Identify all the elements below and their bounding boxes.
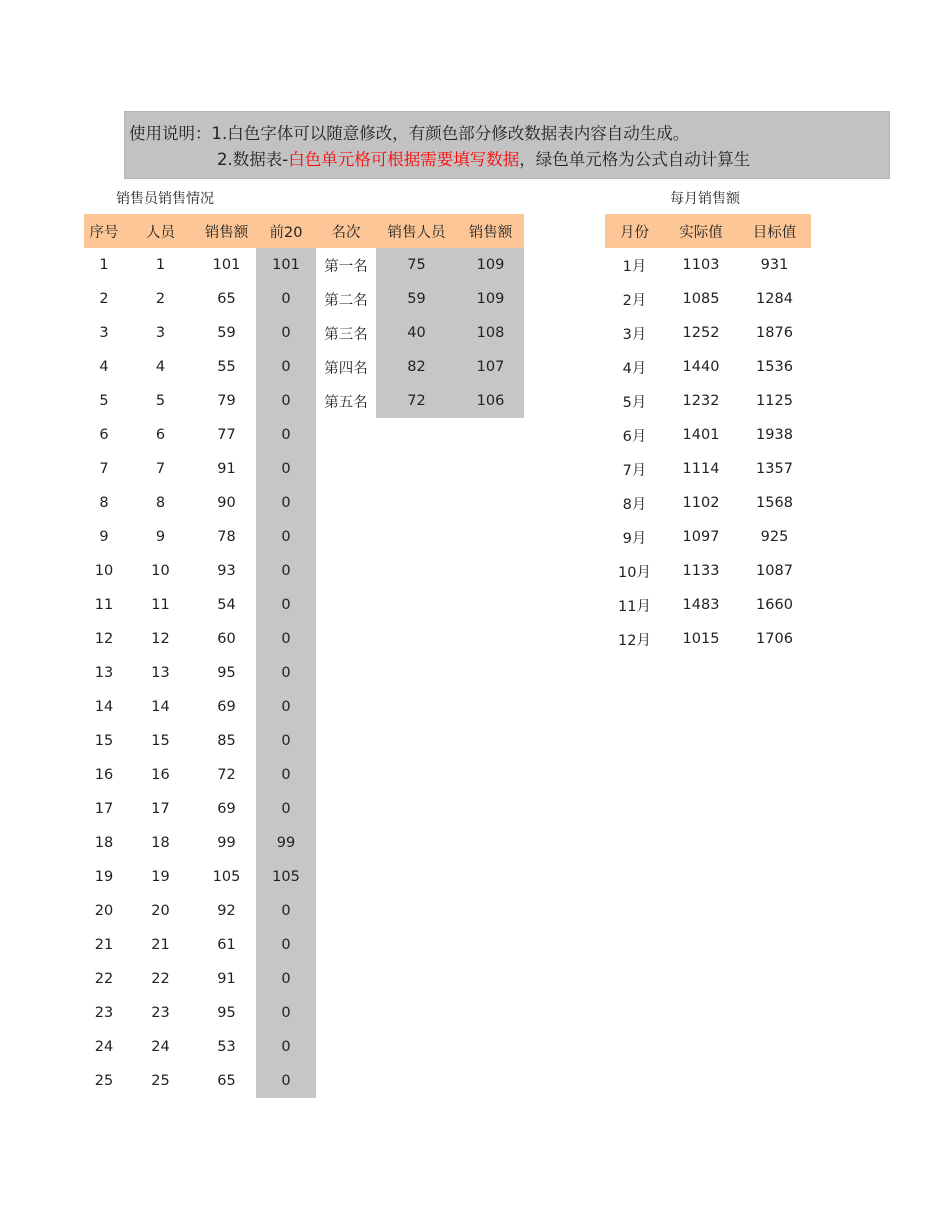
ranking-cell[interactable]: 第四名 xyxy=(324,360,368,377)
sales-cell[interactable]: 105 xyxy=(212,869,241,885)
sales-cell[interactable]: 14 xyxy=(94,699,114,715)
sales-cell[interactable]: 11 xyxy=(94,597,114,613)
monthly-row xyxy=(605,588,811,622)
monthly-row xyxy=(605,384,811,418)
sales-cell[interactable]: 8 xyxy=(99,495,109,511)
ranking-cell[interactable]: 第一名 xyxy=(324,258,368,275)
sales-cell[interactable]: 54 xyxy=(217,597,236,613)
sales-row xyxy=(84,588,316,622)
sales-cell[interactable]: 0 xyxy=(256,350,316,384)
sales-cell[interactable]: 24 xyxy=(94,1039,114,1055)
sales-cell[interactable]: 79 xyxy=(217,393,236,409)
sales-cell[interactable]: 53 xyxy=(217,1039,236,1055)
sales-cell[interactable]: 91 xyxy=(217,461,236,477)
monthly-cell[interactable]: 1月 xyxy=(622,258,647,275)
sales-cell[interactable]: 61 xyxy=(217,937,236,953)
sales-row xyxy=(84,1064,316,1098)
monthly-cell[interactable]: 1252 xyxy=(682,325,720,341)
sales-cell[interactable]: 18 xyxy=(151,835,170,851)
sales-cell[interactable]: 0 xyxy=(256,554,316,588)
monthly-row xyxy=(605,316,811,350)
monthly-cell[interactable]: 11月 xyxy=(618,598,651,615)
sales-cell[interactable]: 99 xyxy=(217,835,236,851)
monthly-cell[interactable]: 9月 xyxy=(622,530,647,547)
monthly-header-cell: 目标值 xyxy=(738,214,811,248)
sales-cell[interactable]: 16 xyxy=(94,767,114,783)
sales-cell[interactable]: 3 xyxy=(155,325,166,341)
sales-cell[interactable]: 77 xyxy=(217,427,236,443)
sales-row xyxy=(84,418,316,452)
sales-cell[interactable]: 59 xyxy=(217,325,236,341)
instructions-line-2 xyxy=(217,147,750,173)
monthly-header-cell: 月份 xyxy=(605,214,664,248)
monthly-row xyxy=(605,418,811,452)
sales-cell[interactable]: 0 xyxy=(256,418,316,452)
monthly-cell[interactable]: 931 xyxy=(760,257,789,273)
monthly-cell[interactable]: 1401 xyxy=(682,427,720,443)
sales-cell[interactable]: 2 xyxy=(99,291,109,307)
sales-row xyxy=(84,554,316,588)
sales-row xyxy=(84,248,316,282)
sales-header-cell: 序号 xyxy=(84,214,124,248)
sales-row xyxy=(84,656,316,690)
monthly-cell[interactable]: 2月 xyxy=(622,292,647,309)
instructions-line-2-suffix: ，绿色单元格为公式自动计算生 xyxy=(519,150,751,169)
sales-cell[interactable]: 101 xyxy=(212,257,241,273)
sales-cell[interactable]: 0 xyxy=(256,588,316,622)
sales-cell[interactable]: 25 xyxy=(151,1073,170,1089)
sales-cell[interactable]: 9 xyxy=(155,529,166,545)
sales-cell[interactable]: 95 xyxy=(217,1005,236,1021)
sales-cell[interactable]: 13 xyxy=(94,665,114,681)
sales-cell[interactable]: 0 xyxy=(256,384,316,418)
sales-cell[interactable]: 0 xyxy=(256,282,316,316)
sales-cell[interactable]: 0 xyxy=(256,520,316,554)
sales-cell[interactable]: 12 xyxy=(151,631,170,647)
sales-row xyxy=(84,384,316,418)
sales-cell[interactable]: 10 xyxy=(151,563,170,579)
monthly-cell[interactable]: 1114 xyxy=(682,461,720,477)
sales-cell[interactable]: 0 xyxy=(256,1064,316,1098)
monthly-cell[interactable]: 1568 xyxy=(756,495,793,511)
monthly-cell[interactable]: 7月 xyxy=(622,462,647,479)
sales-cell[interactable]: 0 xyxy=(256,724,316,758)
monthly-cell[interactable]: 1102 xyxy=(682,495,720,511)
sales-row xyxy=(84,792,316,826)
sales-header-cell: 销售额 xyxy=(197,214,256,248)
monthly-table xyxy=(605,214,811,656)
sales-cell[interactable]: 92 xyxy=(217,903,236,919)
sales-cell[interactable]: 55 xyxy=(217,359,236,375)
sales-cell[interactable]: 19 xyxy=(94,869,114,885)
ranking-cell[interactable]: 108 xyxy=(457,316,524,350)
sales-cell[interactable]: 0 xyxy=(256,1030,316,1064)
sales-row xyxy=(84,486,316,520)
monthly-cell[interactable]: 10月 xyxy=(618,564,651,581)
sales-cell[interactable]: 18 xyxy=(94,835,114,851)
sales-cell[interactable]: 0 xyxy=(256,996,316,1030)
ranking-table xyxy=(316,214,524,418)
sales-cell[interactable]: 0 xyxy=(256,928,316,962)
sales-row xyxy=(84,860,316,894)
monthly-cell[interactable]: 1284 xyxy=(756,291,793,307)
sales-cell[interactable]: 95 xyxy=(217,665,236,681)
sales-cell[interactable]: 1 xyxy=(155,257,166,273)
monthly-cell[interactable]: 5月 xyxy=(622,394,647,411)
monthly-row xyxy=(605,248,811,282)
sales-row xyxy=(84,452,316,486)
monthly-header-cell: 实际值 xyxy=(664,214,738,248)
sales-cell[interactable]: 91 xyxy=(217,971,236,987)
sales-row xyxy=(84,520,316,554)
sales-cell[interactable]: 2 xyxy=(155,291,166,307)
monthly-cell[interactable]: 1536 xyxy=(756,359,793,375)
monthly-cell[interactable]: 12月 xyxy=(618,632,651,649)
sales-row xyxy=(84,928,316,962)
sales-cell[interactable]: 15 xyxy=(94,733,114,749)
sales-cell[interactable]: 0 xyxy=(256,690,316,724)
sales-row xyxy=(84,894,316,928)
monthly-cell[interactable]: 1097 xyxy=(682,529,720,545)
sales-cell[interactable]: 0 xyxy=(256,894,316,928)
monthly-cell[interactable]: 4月 xyxy=(622,360,647,377)
ranking-cell[interactable]: 109 xyxy=(457,248,524,282)
monthly-row xyxy=(605,452,811,486)
sales-cell[interactable]: 11 xyxy=(151,597,170,613)
ranking-cell[interactable]: 82 xyxy=(376,350,457,384)
sales-row xyxy=(84,996,316,1030)
sales-cell[interactable]: 0 xyxy=(256,962,316,996)
monthly-cell[interactable]: 1440 xyxy=(682,359,720,375)
sales-cell[interactable]: 0 xyxy=(256,486,316,520)
instructions-box xyxy=(124,111,890,179)
sales-cell[interactable]: 17 xyxy=(94,801,114,817)
sales-row xyxy=(84,1030,316,1064)
ranking-cell[interactable]: 109 xyxy=(457,282,524,316)
monthly-cell[interactable]: 8月 xyxy=(622,496,647,513)
monthly-row xyxy=(605,622,811,656)
sales-cell[interactable]: 0 xyxy=(256,792,316,826)
ranking-header-cell: 名次 xyxy=(316,214,376,248)
sales-cell[interactable]: 22 xyxy=(94,971,114,987)
sales-cell[interactable]: 60 xyxy=(217,631,236,647)
monthly-cell[interactable]: 925 xyxy=(760,529,789,545)
ranking-cell[interactable]: 第三名 xyxy=(324,326,368,343)
monthly-cell[interactable]: 6月 xyxy=(622,428,647,445)
sales-cell[interactable]: 23 xyxy=(151,1005,170,1021)
monthly-cell[interactable]: 1085 xyxy=(682,291,720,307)
sales-cell[interactable]: 8 xyxy=(155,495,166,511)
sales-cell[interactable]: 0 xyxy=(256,452,316,486)
sales-cell[interactable]: 21 xyxy=(151,937,170,953)
sales-cell[interactable]: 0 xyxy=(256,656,316,690)
sales-cell[interactable]: 101 xyxy=(256,248,316,282)
sales-cell[interactable]: 6 xyxy=(155,427,166,443)
monthly-cell[interactable]: 1015 xyxy=(682,631,720,647)
sales-cell[interactable]: 85 xyxy=(217,733,236,749)
sales-cell[interactable]: 12 xyxy=(94,631,114,647)
sales-cell[interactable]: 23 xyxy=(94,1005,114,1021)
monthly-cell[interactable]: 1876 xyxy=(756,325,793,341)
monthly-cell[interactable]: 1103 xyxy=(682,257,720,273)
sales-cell[interactable]: 69 xyxy=(217,801,236,817)
ranking-row xyxy=(316,350,524,384)
sales-cell[interactable]: 4 xyxy=(155,359,166,375)
sales-cell[interactable]: 1 xyxy=(99,257,109,273)
sales-cell[interactable]: 0 xyxy=(256,758,316,792)
monthly-cell[interactable]: 1125 xyxy=(756,393,793,409)
sales-row xyxy=(84,826,316,860)
sales-cell[interactable]: 69 xyxy=(217,699,236,715)
sales-cell[interactable]: 16 xyxy=(151,767,170,783)
monthly-cell[interactable]: 1938 xyxy=(756,427,793,443)
ranking-cell[interactable]: 75 xyxy=(376,248,457,282)
monthly-cell[interactable]: 3月 xyxy=(622,326,647,343)
sales-cell[interactable]: 21 xyxy=(94,937,114,953)
monthly-cell[interactable]: 1133 xyxy=(682,563,720,579)
sales-header-cell: 前20 xyxy=(256,214,316,248)
sales-cell[interactable]: 5 xyxy=(99,393,109,409)
ranking-row xyxy=(316,282,524,316)
sales-table xyxy=(84,214,316,1098)
sales-cell[interactable]: 15 xyxy=(151,733,170,749)
sales-cell[interactable]: 65 xyxy=(217,291,236,307)
ranking-cell[interactable]: 106 xyxy=(457,384,524,418)
sales-cell[interactable]: 4 xyxy=(99,359,109,375)
monthly-row xyxy=(605,554,811,588)
ranking-cell[interactable]: 第二名 xyxy=(324,292,368,309)
sales-cell[interactable]: 65 xyxy=(217,1073,236,1089)
monthly-row xyxy=(605,520,811,554)
ranking-row xyxy=(316,384,524,418)
sales-cell[interactable]: 19 xyxy=(151,869,170,885)
sales-cell[interactable]: 5 xyxy=(155,393,166,409)
sales-cell[interactable]: 72 xyxy=(217,767,236,783)
monthly-row xyxy=(605,282,811,316)
monthly-cell[interactable]: 1483 xyxy=(682,597,720,613)
sales-cell[interactable]: 20 xyxy=(151,903,170,919)
sales-cell[interactable]: 78 xyxy=(217,529,236,545)
instructions-line-1: 使用说明：1.白色字体可以随意修改，有颜色部分修改数据表内容自动生成。 xyxy=(129,124,690,143)
sales-cell[interactable]: 99 xyxy=(256,826,316,860)
sales-row xyxy=(84,282,316,316)
sales-cell[interactable]: 17 xyxy=(151,801,170,817)
sales-cell[interactable]: 90 xyxy=(217,495,236,511)
sales-cell[interactable]: 7 xyxy=(155,461,166,477)
ranking-cell[interactable]: 72 xyxy=(376,384,457,418)
ranking-header-cell: 销售额 xyxy=(457,214,524,248)
sales-cell[interactable]: 9 xyxy=(99,529,109,545)
sales-cell[interactable]: 105 xyxy=(256,860,316,894)
sales-cell[interactable]: 0 xyxy=(256,316,316,350)
instructions-line-2-red: 白色单元格可根据需要填写数据 xyxy=(288,150,520,169)
instructions-line-2-prefix: 2.数据表- xyxy=(217,150,289,169)
sales-row xyxy=(84,758,316,792)
sales-cell[interactable]: 3 xyxy=(99,325,109,341)
monthly-cell[interactable]: 1706 xyxy=(756,631,793,647)
sales-row xyxy=(84,350,316,384)
monthly-row xyxy=(605,486,811,520)
ranking-cell[interactable]: 107 xyxy=(457,350,524,384)
ranking-cell[interactable]: 59 xyxy=(376,282,457,316)
monthly-row xyxy=(605,350,811,384)
sales-header-cell: 人员 xyxy=(124,214,197,248)
sales-cell[interactable]: 14 xyxy=(151,699,170,715)
sales-row xyxy=(84,690,316,724)
ranking-cell[interactable]: 第五名 xyxy=(324,394,368,411)
sales-cell[interactable]: 6 xyxy=(99,427,109,443)
sales-cell[interactable]: 10 xyxy=(94,563,114,579)
ranking-row xyxy=(316,316,524,350)
ranking-row xyxy=(316,248,524,282)
sales-row xyxy=(84,724,316,758)
sales-row xyxy=(84,962,316,996)
monthly-title: 每月销售额 xyxy=(670,191,740,207)
sales-title: 销售员销售情况 xyxy=(116,191,214,207)
sales-cell[interactable]: 7 xyxy=(99,461,109,477)
monthly-cell[interactable]: 1660 xyxy=(756,597,793,613)
sales-row xyxy=(84,316,316,350)
sales-cell[interactable]: 25 xyxy=(94,1073,114,1089)
ranking-cell[interactable]: 40 xyxy=(376,316,457,350)
sales-cell[interactable]: 22 xyxy=(151,971,170,987)
sales-cell[interactable]: 0 xyxy=(256,622,316,656)
monthly-cell[interactable]: 1357 xyxy=(756,461,793,477)
monthly-cell[interactable]: 1232 xyxy=(682,393,720,409)
sales-cell[interactable]: 93 xyxy=(217,563,236,579)
sales-row xyxy=(84,622,316,656)
sales-cell[interactable]: 13 xyxy=(151,665,170,681)
sales-cell[interactable]: 20 xyxy=(94,903,114,919)
sales-cell[interactable]: 24 xyxy=(151,1039,170,1055)
ranking-header-cell: 销售人员 xyxy=(376,214,457,248)
monthly-cell[interactable]: 1087 xyxy=(756,563,793,579)
